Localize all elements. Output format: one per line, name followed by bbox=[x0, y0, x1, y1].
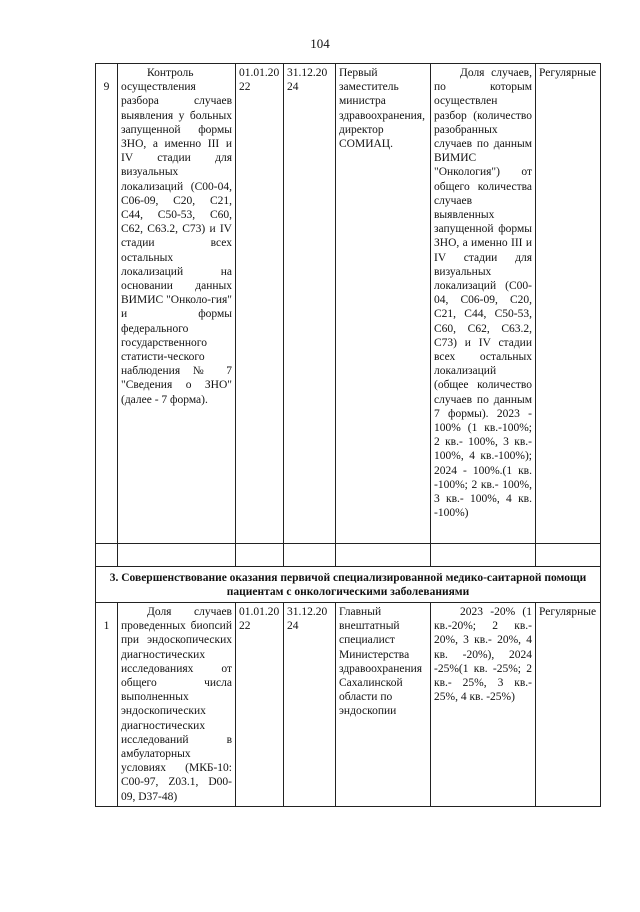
result-frequency: Регулярные bbox=[536, 64, 601, 544]
indicator bbox=[431, 64, 536, 544]
start-date: 01.01.2022 bbox=[236, 603, 284, 807]
table-row bbox=[96, 64, 601, 544]
spacer-row bbox=[96, 544, 601, 567]
indicator-text: Доля случаев, по которым осуществлен разбор (количество разобранных случаев по данным ВИМИС "Онкология") от общего количества случаев выявленных запущенной формы ЗНО, а именно III и IV стадии для визуальных локализаций (С00-04, С06-09, С20, С21, С44, С50-53, С60, С62, С63.2, С73) и IV стадии всех остальных локализаций (общее количество случаев по данным 7 формы). 2023 - 100% (1 кв.-100%; 2 кв.- 100%, 3 кв.- 100%, 4 кв.-100%); 2024 - 100%.(1 кв. -100%; 2 кв.- 100%, 3 кв.- 100%, 4 кв. -100%) bbox=[434, 67, 532, 520]
table-row bbox=[96, 603, 601, 807]
end-date: 31.12.2024 bbox=[284, 603, 336, 807]
row-number: 1 bbox=[96, 603, 118, 807]
activity-description bbox=[118, 64, 236, 544]
activity-description bbox=[118, 603, 236, 807]
page-number: 104 bbox=[310, 36, 330, 51]
responsible-person: Первый заместитель министра здравоохранения, директор СОМИАЦ. bbox=[336, 64, 431, 544]
indicator-text: 2023 -20% (1 кв.-20%; 2 кв.- 20%, 3 кв.- 20%, 4 кв. -20%), 2024 -25%(1 кв. -25%; 2 кв.- 25%, 3 кв.- 25%, 4 кв. -25%) bbox=[434, 606, 532, 704]
section-header-row bbox=[96, 567, 601, 603]
activity-description-text: Доля случаев проведенных биопсий при эндоскопических диагностических исследованиях от общего числа выполненных эндоскопических диагностических исследований в амбулаторных условиях (МКБ-10: С00-97, Z03.1, D00-09, D37-48) bbox=[121, 606, 232, 803]
responsible-person: Главный внештатный специалист Министерства здравоохранения Сахалинской области по эндоскопии bbox=[336, 603, 431, 807]
indicator bbox=[431, 603, 536, 807]
plan-table bbox=[95, 63, 601, 807]
activity-description-text: Контроль осуществления разбора случаев выявления у больных запущенной формы ЗНО, а именно III и IV стадии для визуальных локализаций (С00-04, С06-09, С20, С21, С44, С50-53, С60, С62, С63.2, С73) и IV стадии всех остальных локализаций на основании данных ВИМИС "Онколо-гия" и формы федерального государственного статисти-ческого наблюдения № 7 "Сведения о ЗНО" (далее - 7 форма). bbox=[121, 67, 232, 406]
row-number: 9 bbox=[96, 64, 118, 544]
section-title: 3. Совершенствование оказания первичой специализированной медико-саитарной помощи пациентам с онкологическими заболеваниями bbox=[96, 567, 601, 603]
result-frequency: Регулярные bbox=[536, 603, 601, 807]
end-date: 31.12.2024 bbox=[284, 64, 336, 544]
start-date: 01.01.2022 bbox=[236, 64, 284, 544]
